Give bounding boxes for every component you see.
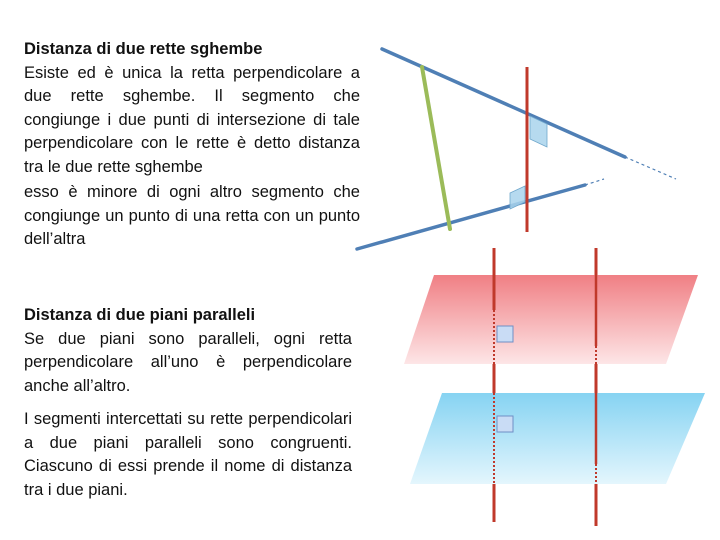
skew-lines-paragraph-1: Esiste ed è unica la retta perpendicolare a due rette sghembe. Il segmento che congiunge i due punti di intersezione di tale perpendicolare con le rette è detto distanza tra le due rette sghembe xyxy=(24,63,360,176)
right-angle-marker-lower xyxy=(510,186,525,209)
lower-skew-line-dashed xyxy=(585,179,604,185)
lower-plane xyxy=(410,393,705,484)
parallel-planes-paragraph-2: I segmenti intercettati su rette perpendicolari a due piani paralleli sono congruenti. Ciascuno di essi prende il nome di distanza tra i due piani. xyxy=(24,410,352,499)
parallel-planes-title: Distanza di due piani paralleli xyxy=(24,306,256,324)
parallel-planes-diagram xyxy=(404,248,705,526)
right-angle-marker-upper-plane xyxy=(497,326,513,342)
skew-lines-paragraph-2: esso è minore di ogni altro segmento che congiunge un punto di una retta con un punto dell’altra xyxy=(24,183,360,248)
upper-skew-line-dashed xyxy=(625,157,676,179)
lower-skew-line xyxy=(357,185,585,249)
parallel-planes-paragraph-1: Se due piani sono paralleli, ogni retta perpendicolare all’uno è perpendicolare anche all’altro. xyxy=(24,329,352,395)
skew-lines-title: Distanza di due rette sghembe xyxy=(24,40,263,58)
upper-plane xyxy=(404,275,698,364)
distance-segment xyxy=(422,67,450,229)
upper-skew-line xyxy=(382,49,625,157)
right-angle-marker-lower-plane xyxy=(497,416,513,432)
skew-lines-diagram xyxy=(357,49,676,249)
